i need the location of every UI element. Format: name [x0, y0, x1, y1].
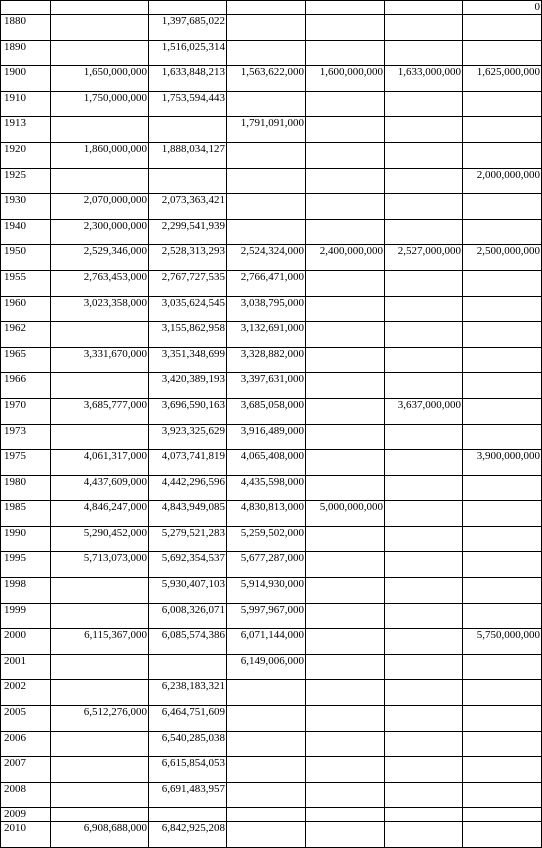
population-cell: [385, 822, 463, 848]
table-row: [1, 526, 542, 552]
population-cell: [306, 822, 385, 848]
population-cell: [385, 15, 463, 41]
population-cell: 3,023,358,000: [51, 296, 149, 322]
population-cell: [51, 15, 149, 41]
population-cell: [306, 706, 385, 732]
population-cell: 1,516,025,314: [149, 40, 227, 66]
population-cell: [306, 578, 385, 604]
population-cell: [227, 15, 306, 41]
table-row: [1, 66, 542, 92]
population-cell: [51, 40, 149, 66]
population-cell: [385, 424, 463, 450]
population-cell: 2,300,000,000: [51, 219, 149, 245]
population-cell: [385, 629, 463, 655]
population-cell: [463, 680, 542, 706]
table-row: [1, 322, 542, 348]
population-cell: 3,685,777,000: [51, 398, 149, 424]
population-cell: 3,351,348,699: [149, 347, 227, 373]
population-cell: [463, 270, 542, 296]
population-cell: 2,073,363,421: [149, 194, 227, 220]
population-cell: 1,650,000,000: [51, 66, 149, 92]
population-cell: [385, 40, 463, 66]
population-cell: [51, 322, 149, 348]
population-cell: [227, 219, 306, 245]
population-cell: 4,830,813,000: [227, 501, 306, 527]
population-cell: [306, 168, 385, 194]
population-cell: 1,563,622,000: [227, 66, 306, 92]
population-cell: [306, 757, 385, 783]
population-cell: 4,061,317,000: [51, 450, 149, 476]
population-cell: 4,065,408,000: [227, 450, 306, 476]
population-cell: 0: [463, 1, 542, 15]
table-row: [1, 219, 542, 245]
population-cell: [385, 680, 463, 706]
population-cell: [51, 680, 149, 706]
population-cell: [385, 501, 463, 527]
table-row: [1, 40, 542, 66]
population-cell: 3,397,631,000: [227, 373, 306, 399]
population-cell: [149, 117, 227, 143]
table-row: [1, 680, 542, 706]
table-row: [1, 194, 542, 220]
population-cell: [306, 629, 385, 655]
year-cell: 1965: [1, 347, 51, 373]
population-cell: [463, 822, 542, 848]
population-cell: 2,299,541,939: [149, 219, 227, 245]
population-cell: [51, 373, 149, 399]
population-cell: [306, 40, 385, 66]
population-cell: 2,000,000,000: [463, 168, 542, 194]
population-cell: [385, 654, 463, 680]
population-cell: 2,524,324,000: [227, 245, 306, 271]
population-cell: 3,923,325,629: [149, 424, 227, 450]
population-cell: [306, 270, 385, 296]
population-cell: [385, 194, 463, 220]
population-cell: [463, 526, 542, 552]
population-cell: 6,085,574,386: [149, 629, 227, 655]
table-row: [1, 603, 542, 629]
population-cell: [306, 398, 385, 424]
population-cell: 6,615,854,053: [149, 757, 227, 783]
population-cell: [385, 1, 463, 15]
year-cell: 2006: [1, 731, 51, 757]
population-cell: [306, 296, 385, 322]
year-cell: 2002: [1, 680, 51, 706]
population-cell: [385, 347, 463, 373]
population-cell: 5,914,930,000: [227, 578, 306, 604]
population-cell: [463, 219, 542, 245]
population-cell: [51, 578, 149, 604]
population-cell: 3,328,882,000: [227, 347, 306, 373]
year-cell: 1940: [1, 219, 51, 245]
population-cell: 6,115,367,000: [51, 629, 149, 655]
population-cell: [149, 808, 227, 822]
population-cell: [306, 1, 385, 15]
population-cell: [385, 526, 463, 552]
population-cell: [385, 731, 463, 757]
population-cell: [463, 347, 542, 373]
population-cell: 1,625,000,000: [463, 66, 542, 92]
population-cell: 6,008,326,071: [149, 603, 227, 629]
population-cell: [51, 1, 149, 15]
population-cell: [306, 194, 385, 220]
population-cell: [463, 194, 542, 220]
year-cell: 1980: [1, 475, 51, 501]
year-cell: 1913: [1, 117, 51, 143]
year-cell: 2005: [1, 706, 51, 732]
population-cell: 2,500,000,000: [463, 245, 542, 271]
population-cell: [149, 1, 227, 15]
population-cell: 1,397,685,022: [149, 15, 227, 41]
population-cell: 2,527,000,000: [385, 245, 463, 271]
table-row: [1, 347, 542, 373]
table-row: [1, 822, 542, 848]
population-cell: [463, 40, 542, 66]
year-cell: 1966: [1, 373, 51, 399]
population-cell: 5,259,502,000: [227, 526, 306, 552]
population-cell: 5,692,354,537: [149, 552, 227, 578]
table-row: [1, 91, 542, 117]
year-cell: 2010: [1, 822, 51, 848]
population-cell: [463, 322, 542, 348]
population-cell: 6,149,006,000: [227, 654, 306, 680]
population-cell: [385, 808, 463, 822]
population-cell: [227, 168, 306, 194]
population-cell: [51, 117, 149, 143]
year-cell: 1962: [1, 322, 51, 348]
population-cell: 2,763,453,000: [51, 270, 149, 296]
population-cell: [306, 424, 385, 450]
population-cell: [306, 808, 385, 822]
table-row: [1, 450, 542, 476]
table-row: [1, 142, 542, 168]
table-row: [1, 654, 542, 680]
year-cell: 1985: [1, 501, 51, 527]
population-cell: [463, 142, 542, 168]
population-cell: [306, 782, 385, 808]
year-cell: 1950: [1, 245, 51, 271]
population-cell: [227, 1, 306, 15]
population-cell: 3,696,590,163: [149, 398, 227, 424]
population-cell: [51, 731, 149, 757]
table-row: [1, 501, 542, 527]
population-cell: [385, 219, 463, 245]
population-cell: [463, 706, 542, 732]
year-cell: 1930: [1, 194, 51, 220]
table-row: [1, 808, 542, 822]
year-cell: 1920: [1, 142, 51, 168]
population-cell: [227, 822, 306, 848]
table-row: [1, 552, 542, 578]
year-cell: 1998: [1, 578, 51, 604]
table-row: [1, 731, 542, 757]
population-cell: 6,842,925,208: [149, 822, 227, 848]
population-cell: [385, 757, 463, 783]
population-cell: 4,435,598,000: [227, 475, 306, 501]
population-cell: 3,637,000,000: [385, 398, 463, 424]
population-cell: 2,070,000,000: [51, 194, 149, 220]
population-cell: 5,279,521,283: [149, 526, 227, 552]
population-cell: [463, 731, 542, 757]
table-row: [1, 168, 542, 194]
year-cell: 1973: [1, 424, 51, 450]
population-cell: [463, 398, 542, 424]
table-row: [1, 629, 542, 655]
population-cell: [227, 706, 306, 732]
population-cell: 1,888,034,127: [149, 142, 227, 168]
table-row: [1, 475, 542, 501]
population-cell: [385, 782, 463, 808]
population-cell: [463, 117, 542, 143]
population-cell: [463, 373, 542, 399]
population-cell: [227, 757, 306, 783]
population-cell: [385, 373, 463, 399]
table-row: [1, 270, 542, 296]
population-cell: [385, 552, 463, 578]
population-cell: [51, 424, 149, 450]
table-row: [1, 424, 542, 450]
table-row: [1, 1, 542, 15]
table-row: [1, 782, 542, 808]
population-cell: 1,633,000,000: [385, 66, 463, 92]
population-cell: [306, 117, 385, 143]
population-cell: [306, 347, 385, 373]
year-cell: [1, 1, 51, 15]
table-row: [1, 296, 542, 322]
population-cell: 1,860,000,000: [51, 142, 149, 168]
population-cell: 3,900,000,000: [463, 450, 542, 476]
population-cell: 3,132,691,000: [227, 322, 306, 348]
population-cell: 2,400,000,000: [306, 245, 385, 271]
population-cell: [227, 194, 306, 220]
population-cell: 5,930,407,103: [149, 578, 227, 604]
population-cell: [463, 578, 542, 604]
population-cell: 6,691,483,957: [149, 782, 227, 808]
population-cell: [227, 91, 306, 117]
population-cell: [227, 680, 306, 706]
population-cell: [306, 526, 385, 552]
population-cell: 4,843,949,085: [149, 501, 227, 527]
population-cell: 1,600,000,000: [306, 66, 385, 92]
population-cell: [463, 91, 542, 117]
population-cell: 1,633,848,213: [149, 66, 227, 92]
population-cell: [385, 322, 463, 348]
table-row: [1, 578, 542, 604]
population-cell: [51, 782, 149, 808]
year-cell: 1990: [1, 526, 51, 552]
population-cell: [227, 782, 306, 808]
population-cell: 5,997,967,000: [227, 603, 306, 629]
population-cell: [227, 40, 306, 66]
population-cell: 6,540,285,038: [149, 731, 227, 757]
population-cell: 1,753,594,443: [149, 91, 227, 117]
population-cell: 2,528,313,293: [149, 245, 227, 271]
year-cell: 2007: [1, 757, 51, 783]
population-cell: [463, 552, 542, 578]
table-row: [1, 15, 542, 41]
population-cell: [51, 757, 149, 783]
population-cell: 6,464,751,609: [149, 706, 227, 732]
population-cell: [463, 424, 542, 450]
population-cell: [385, 117, 463, 143]
population-cell: [306, 654, 385, 680]
population-cell: [385, 578, 463, 604]
year-cell: 2000: [1, 629, 51, 655]
population-cell: [463, 501, 542, 527]
population-cell: [463, 475, 542, 501]
population-cell: 1,750,000,000: [51, 91, 149, 117]
table-row: [1, 117, 542, 143]
population-cell: [306, 731, 385, 757]
population-cell: [227, 731, 306, 757]
year-cell: 2001: [1, 654, 51, 680]
population-cell: [463, 782, 542, 808]
population-cell: 4,442,296,596: [149, 475, 227, 501]
population-cell: [385, 475, 463, 501]
population-cell: [385, 706, 463, 732]
population-cell: 5,290,452,000: [51, 526, 149, 552]
population-cell: [306, 450, 385, 476]
population-cell: 6,512,276,000: [51, 706, 149, 732]
population-cell: [51, 168, 149, 194]
population-cell: [463, 654, 542, 680]
table-row: [1, 373, 542, 399]
population-cell: [306, 15, 385, 41]
population-cell: 5,677,287,000: [227, 552, 306, 578]
year-cell: 1960: [1, 296, 51, 322]
population-cell: [385, 168, 463, 194]
population-cell: 4,437,609,000: [51, 475, 149, 501]
population-cell: [51, 808, 149, 822]
population-cell: [149, 654, 227, 680]
population-cell: [306, 219, 385, 245]
population-cell: 4,846,247,000: [51, 501, 149, 527]
population-cell: [463, 757, 542, 783]
year-cell: 2008: [1, 782, 51, 808]
population-cell: 3,331,670,000: [51, 347, 149, 373]
year-cell: 2009: [1, 808, 51, 822]
year-cell: 1995: [1, 552, 51, 578]
population-cell: 4,073,741,819: [149, 450, 227, 476]
year-cell: 1970: [1, 398, 51, 424]
population-cell: 3,155,862,958: [149, 322, 227, 348]
table-row: [1, 706, 542, 732]
population-cell: [306, 552, 385, 578]
population-cell: [463, 808, 542, 822]
population-cell: [149, 168, 227, 194]
population-cell: 6,071,144,000: [227, 629, 306, 655]
table-body: [1, 1, 542, 848]
year-cell: 1910: [1, 91, 51, 117]
year-cell: 1999: [1, 603, 51, 629]
population-cell: [463, 296, 542, 322]
population-cell: 2,529,346,000: [51, 245, 149, 271]
population-cell: 3,916,489,000: [227, 424, 306, 450]
population-cell: 3,685,058,000: [227, 398, 306, 424]
year-cell: 1890: [1, 40, 51, 66]
population-cell: 6,908,688,000: [51, 822, 149, 848]
population-cell: 1,791,091,000: [227, 117, 306, 143]
population-cell: [306, 142, 385, 168]
population-cell: [385, 91, 463, 117]
population-cell: [385, 603, 463, 629]
population-cell: 5,713,073,000: [51, 552, 149, 578]
population-cell: [51, 603, 149, 629]
population-cell: [385, 142, 463, 168]
year-cell: 1975: [1, 450, 51, 476]
population-cell: 3,420,389,193: [149, 373, 227, 399]
population-cell: [463, 15, 542, 41]
year-cell: 1925: [1, 168, 51, 194]
population-cell: 6,238,183,321: [149, 680, 227, 706]
population-cell: 2,766,471,000: [227, 270, 306, 296]
year-cell: 1900: [1, 66, 51, 92]
population-cell: [306, 322, 385, 348]
population-cell: [306, 603, 385, 629]
population-cell: [51, 654, 149, 680]
population-cell: 3,035,624,545: [149, 296, 227, 322]
population-cell: [306, 373, 385, 399]
table-row: [1, 398, 542, 424]
table-row: [1, 757, 542, 783]
population-cell: [385, 296, 463, 322]
year-cell: 1880: [1, 15, 51, 41]
population-cell: [227, 808, 306, 822]
population-cell: 3,038,795,000: [227, 296, 306, 322]
population-cell: [306, 475, 385, 501]
population-cell: [227, 142, 306, 168]
population-cell: 5,750,000,000: [463, 629, 542, 655]
population-cell: 5,000,000,000: [306, 501, 385, 527]
table-row: [1, 245, 542, 271]
population-cell: [306, 680, 385, 706]
year-cell: 1955: [1, 270, 51, 296]
population-cell: 2,767,727,535: [149, 270, 227, 296]
population-cell: [463, 603, 542, 629]
population-cell: [385, 270, 463, 296]
population-cell: [385, 450, 463, 476]
population-cell: [306, 91, 385, 117]
